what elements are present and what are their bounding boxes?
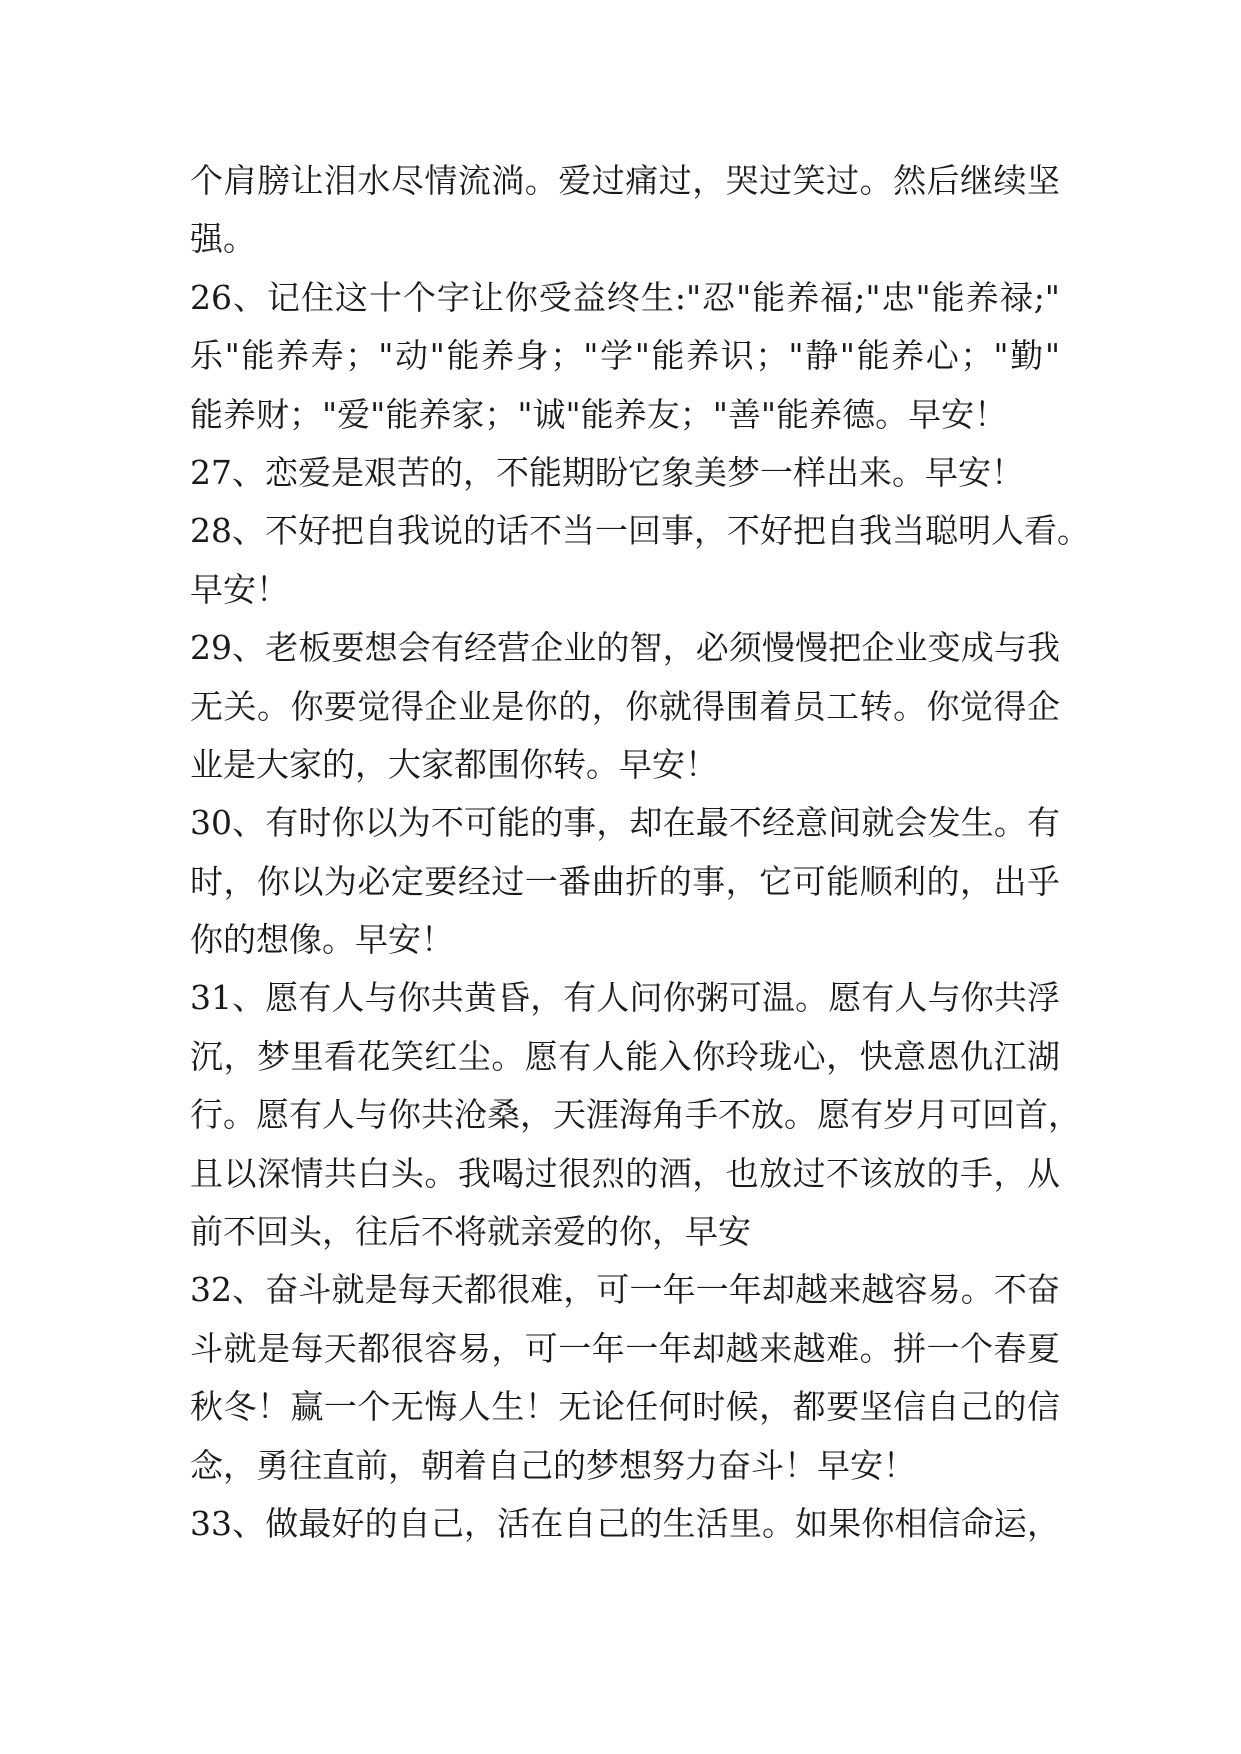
text-line: 时，你以为必定要经过一番曲折的事，它可能顺利的，出乎 [190, 861, 1060, 901]
text-line: 早安！ [190, 569, 289, 609]
text-line: 无关。你要觉得企业是你的，你就得围着员工转。你觉得企 [190, 686, 1060, 726]
text-line: 30、有时你以为不可能的事，却在最不经意间就会发生。有 [190, 803, 1060, 843]
body-text [190, 152, 1090, 1553]
text-line: 能养财；"爱"能养家；"诚"能养友；"善"能养德。早安！ [190, 394, 1008, 434]
text-line: 个肩膀让泪水尽情流淌。爱过痛过，哭过笑过。然后继续坚 [190, 161, 1060, 200]
text-line: 29、老板要想会有经营企业的智，必须慢慢把企业变成与我 [190, 628, 1060, 668]
text-line: 斗就是每天都很容易，可一年一年却越来越难。拼一个春夏 [190, 1328, 1060, 1368]
text-line: 念，勇往直前，朝着自己的梦想努力奋斗！早安！ [190, 1445, 916, 1485]
text-line: 26、记住这十个字让你受益终生:"忍"能养福;"忠"能养禄;" [190, 277, 1060, 317]
text-line: 行。愿有人与你共沧桑，天涯海角手不放。愿有岁月可回首， [190, 1095, 1081, 1135]
text-line: 沉，梦里看花笑红尘。愿有人能入你玲珑心，快意恩仇江湖 [190, 1036, 1060, 1076]
text-line: 32、奋斗就是每天都很难，可一年一年却越来越容易。不奋 [190, 1270, 1060, 1310]
text-line: 33、做最好的自己，活在自己的生活里。如果你相信命运， [190, 1503, 1060, 1543]
text-line: 乐"能养寿；"动"能养身；"学"能养识；"静"能养心；"勤" [190, 336, 1060, 376]
text-line: 你的想像。早安！ [190, 920, 454, 960]
text-line: 秋冬！赢一个无悔人生！无论任何时候，都要坚信自己的信 [190, 1387, 1060, 1427]
text-line: 前不回头，往后不将就亲爱的你，早安 [190, 1212, 751, 1252]
text-line: 业是大家的，大家都围你转。早安！ [190, 744, 718, 784]
text-line: 31、愿有人与你共黄昏，有人问你粥可温。愿有人与你共浮 [190, 978, 1060, 1018]
text-line: 且以深情共白头。我喝过很烈的酒，也放过不该放的手，从 [190, 1153, 1060, 1193]
text-line: 强。 [190, 219, 256, 259]
text-line: 28、不好把自我说的话不当一回事，不好把自我当聪明人看。 [190, 511, 1090, 551]
text-line: 27、恋爱是艰苦的，不能期盼它象美梦一样出来。早安！ [190, 452, 1024, 492]
